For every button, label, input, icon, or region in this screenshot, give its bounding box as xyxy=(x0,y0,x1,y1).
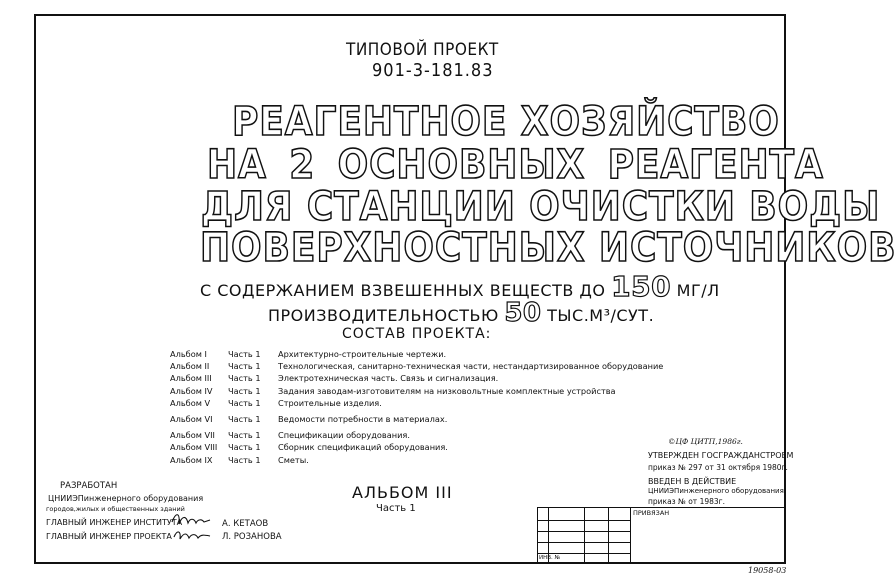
album-row: Альбом VIII Часть 1 Сборник спецификаций оборудования. xyxy=(170,442,448,453)
sheet-code: 19058-03 xyxy=(748,566,787,575)
title-block-divider xyxy=(630,508,631,564)
enacted-line-3: приказ № от 1983г. xyxy=(648,497,725,506)
title-block xyxy=(537,507,786,564)
chief-engineer-project: ГЛАВНЫЙ ИНЖЕНЕР ПРОЕКТА xyxy=(46,532,172,541)
developer-label: РАЗРАБОТАН xyxy=(60,481,118,491)
content-value: 150 xyxy=(611,270,672,303)
album-row: Альбом V Часть 1 Строительные изделия. xyxy=(170,397,382,408)
signature-2 xyxy=(172,527,212,547)
content-unit: МГ/Л xyxy=(676,281,720,300)
title-block-row xyxy=(538,553,630,554)
album-row: Альбом VII Часть 1 Спецификации оборудования. xyxy=(170,430,410,441)
enacted-line-2: ЦНИИЭПинженерного оборудования xyxy=(648,487,784,495)
title-line-4: ПОВЕРХНОСТНЫХ ИСТОЧНИКОВ xyxy=(200,225,896,271)
album-row: Альбом I Часть 1 Архитектурно-строительные чертежи. xyxy=(170,349,447,359)
composition-heading: СОСТАВ ПРОЕКТА: xyxy=(342,326,492,342)
album-row: Альбом IV Часть 1 Задания заводам-изготовителям на низковольтные комплектные устройства xyxy=(170,385,616,396)
inv-no-label: ИНВ. № xyxy=(539,555,561,561)
approved-line-2: приказ № 297 от 31 октября 1980г. xyxy=(648,463,788,472)
developer-org-1: ЦНИИЭПинженерного оборудования xyxy=(48,494,204,503)
content-prefix: С СОДЕРЖАНИЕМ ВЗВЕШЕННЫХ ВЕЩЕСТВ ДО xyxy=(200,281,606,300)
enacted-line-1: ВВЕДЕН В ДЕЙСТВИЕ xyxy=(648,477,737,486)
album-row: Альбом IX Часть 1 Сметы. xyxy=(170,454,309,465)
capacity-line xyxy=(268,298,654,328)
album-row: Альбом III Часть 1 Электротехническая часть. Связь и сигнализация. xyxy=(170,373,499,384)
title-block-row xyxy=(538,520,630,521)
capacity-unit: ТЫС.М³/СУТ. xyxy=(547,306,655,325)
engineer-name-1: А. КЕТАОВ xyxy=(222,519,269,529)
project-label: ТИПОВОЙ ПРОЕКТ xyxy=(346,40,499,60)
title-block-divider xyxy=(584,508,585,564)
title-line-2: НА 2 ОСНОВНЫХ РЕАГЕНТА xyxy=(207,142,824,188)
chief-engineer-institute: ГЛАВНЫЙ ИНЖЕНЕР ИНСТИТУТА xyxy=(46,518,183,527)
title-line-1: РЕАГЕНТНОЕ ХОЗЯЙСТВО xyxy=(232,99,780,145)
engineer-name-2: Л. РОЗАНОВА xyxy=(222,532,282,542)
binding-label: ПРИВЯЗАН xyxy=(633,509,670,517)
album-row: Альбом II Часть 1 Технологическая, санитарно-техническая части, нестандартизированное оборудование xyxy=(170,361,664,372)
title-block-row xyxy=(538,531,630,532)
album-row: Альбом VI Часть 1 Ведомости потребности в материалах. xyxy=(170,413,448,424)
copyright: ©ЦФ ЦИТП,1986г. xyxy=(668,437,743,446)
title-block-divider xyxy=(608,508,609,564)
approved-line-1: УТВЕРЖДЕН ГОСГРАЖДАНСТРОЕМ xyxy=(648,451,794,460)
capacity-value: 50 xyxy=(504,298,542,328)
album-label: АЛЬБОМ III xyxy=(352,483,453,502)
albums-list xyxy=(170,348,663,466)
album-part: Часть 1 xyxy=(376,503,416,514)
project-number: 901-3-181.83 xyxy=(372,60,494,81)
title-line-3: ДЛЯ СТАНЦИИ ОЧИСТКИ ВОДЫ xyxy=(201,184,881,230)
developer-org-2: городов,жилых и общественных зданий xyxy=(46,505,185,513)
title-block-row xyxy=(538,542,630,543)
capacity-prefix: ПРОИЗВОДИТЕЛЬНОСТЬЮ xyxy=(268,306,499,325)
